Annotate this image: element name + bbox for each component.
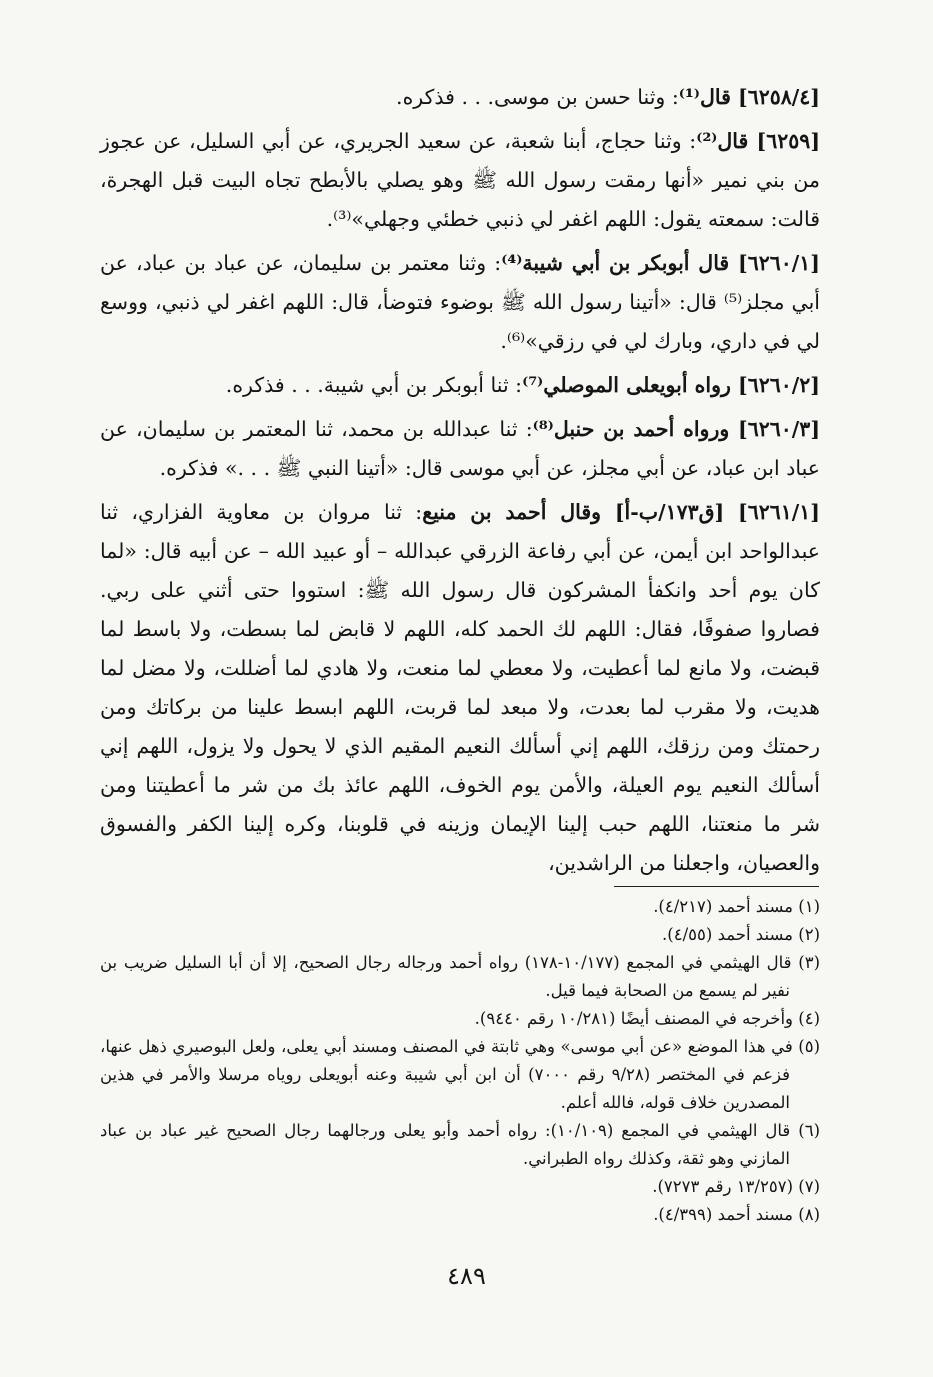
hadith-6261-1 (100, 493, 820, 883)
hadith-heading: [٦٢٦١/١] [ق١٧٣/ب-أ] وقال أحمد بن منيع (422, 500, 820, 524)
main-text (100, 78, 820, 888)
hadith-body: : ثنا أبوبكر بن أبي شيبة. . . فذكره. (225, 373, 523, 397)
footnote-6: (٦) قال الهيثمي في المجمع (١٠/١٠٩): رواه أحمد وأبو يعلى ورجالهما رجال الصحيح غير عباد بن عباد المازني وهو ثقة، وكذلك رواه الطبراني. (100, 1121, 820, 1168)
footnotes (100, 893, 820, 1229)
hadith-body: : ثنا مروان بن معاوية الفزاري، ثنا عبدالواحد ابن أيمن، عن أبي رفاعة الزرقي عبدالله – أو عبيد الله – عن أبيه قال: «لما كان يوم أحد وانكفأ المشركون قال رسول الله ﷺ: استووا حتى أثني على ربي. فصاروا صفوفًا، فقال: اللهم لك الحمد كله، اللهم لا قابض لما بسطت، ولا باسط لما قبضت، ولا مانع لما أعطيت، ولا معطي لما منعت، ولا هادي لما أضللت، ولا مضل لما هديت، ولا مقرب لما بعدت، ولا مبعد لما قربت، اللهم ابسط علينا من بركاتك ومن رحمتك ومن رزقك، اللهم إني أسألك النعيم المقيم الذي لا يحول ولا يزول، اللهم إني أسألك النعيم يوم العيلة، والأمن يوم الخوف، اللهم عائذ بك من شر ما أعطيتنا ومن شر ما منعتنا، اللهم حبب إلينا الإيمان وزينه في قلوبنا، وكره إلينا الكفر والفسوق والعصيان، واجعلنا من الراشدين، (100, 500, 820, 875)
footnote-1: (١) مسند أحمد (٤/٢١٧). (653, 897, 820, 916)
hadith-heading: [٦٢٦٠/١] قال أبوبكر بن أبي شيبة⁽⁴⁾ (501, 251, 820, 275)
hadith-6260-3 (100, 410, 820, 488)
footnote-2: (٢) مسند أحمد (٤/٥٥). (662, 925, 820, 944)
hadith-heading: [٦٢٦٠/٢] رواه أبويعلى الموصلي⁽⁷⁾ (522, 373, 820, 397)
hadith-heading: [٦٢٦٠/٣] ورواه أحمد بن حنبل⁽⁸⁾ (532, 417, 821, 441)
footnote-divider (614, 886, 819, 887)
hadith-6259 (100, 122, 820, 239)
hadith-body: : وثنا حسن بن موسى. . . فذكره. (396, 85, 679, 109)
hadith-6258-4 (100, 78, 820, 117)
footnote-4: (٤) وأخرجه في المصنف أيضًا (١٠/٢٨١ رقم ٩٤٤٠). (474, 1009, 820, 1028)
hadith-6260-2 (100, 366, 820, 405)
footnote-5: (٥) في هذا الموضع «عن أبي موسى» وهي ثابتة في المصنف ومسند أبي يعلى، ولعل البوصيري ذهل عنها، فزعم في المختصر (٩/٢٨ رقم ٧٠٠٠) أن ابن أبي شيبة وعنه أبويعلى روياه مرسلا والأمر في هذين المصدرين خلاف قوله، فالله أعلم. (100, 1037, 820, 1112)
footnote-3: (٣) قال الهيثمي في المجمع (١٠/١٧٧-١٧٨) رواه أحمد ورجاله رجال الصحيح، إلا أن أبا السليل ضريب بن نفير لم يسمع من الصحابة فيما قيل. (100, 953, 820, 1000)
hadith-heading: [٦٢٥٩] قال⁽²⁾ (696, 129, 821, 153)
hadith-6260-1 (100, 244, 820, 361)
hadith-body: : وثنا معتمر بن سليمان، عن عباد بن عباد، عن أبي مجلز⁽⁵⁾ قال: «أتينا رسول الله ﷺ بوضوء فتوضأ، قال: اللهم اغفر لي ذنبي، ووسع لي في داري، وبارك لي في رزقي»⁽⁶⁾. (100, 251, 820, 353)
footnote-7: (٧) (١٣/٢٥٧ رقم ٧٢٧٣). (652, 1177, 820, 1196)
page-number: ٤٨٩ (447, 1262, 486, 1290)
footnote-8: (٨) مسند أحمد (٤/٣٩٩). (653, 1205, 820, 1224)
hadith-body: : ثنا عبدالله بن محمد، ثنا المعتمر بن سليمان، عن عباد ابن عباد، عن أبي مجلز، عن أبي موسى قال: «أتينا النبي ﷺ . . .» فذكره. (100, 417, 820, 480)
hadith-body: : وثنا حجاج، أبنا شعبة، عن سعيد الجريري، عن أبي السليل، عن عجوز من بني نمير «أنها رمقت رسول الله ﷺ وهو يصلي بالأبطح تجاه البيت قبل الهجرة، قالت: سمعته يقول: اللهم اغفر لي ذنبي خطئي وجهلي»⁽³⁾. (100, 129, 820, 231)
hadith-heading: [٦٢٥٨/٤] قال⁽¹⁾ (678, 85, 820, 109)
